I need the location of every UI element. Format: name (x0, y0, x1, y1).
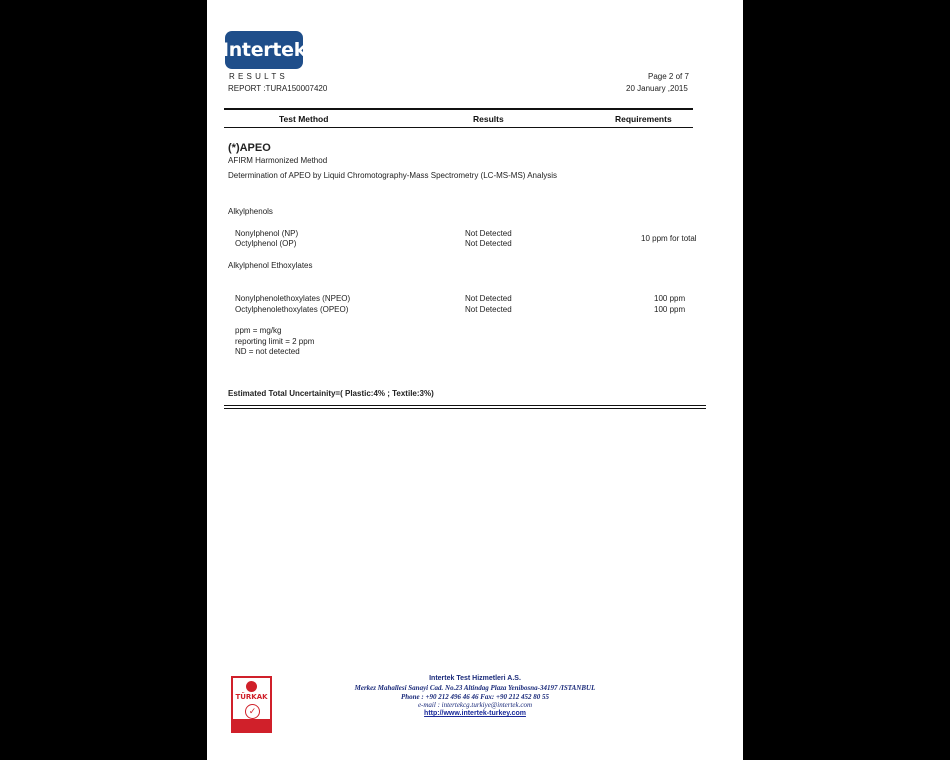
group-name: Alkylphenols (228, 207, 273, 216)
report-page (207, 0, 743, 760)
table-top-rule (224, 108, 693, 110)
seal-brand: TÜRKAK (235, 693, 268, 701)
note: ND = not detected (235, 347, 300, 356)
footer-address: Merkez Mahallesi Sanayi Cad. No.23 Altindag Plaza Yenibosna-34197 /ISTANBUL (354, 684, 596, 692)
analyte-result: Not Detected (465, 305, 512, 314)
analyte-result: Not Detected (465, 239, 512, 248)
group-name: Alkylphenol Ethoxylates (228, 261, 313, 270)
note: ppm = mg/kg (235, 326, 282, 335)
table-header-rule (224, 127, 693, 128)
report-number: REPORT :TURA150007420 (228, 84, 328, 93)
end-rule-1 (224, 405, 706, 406)
col-header-requirements: Requirements (615, 114, 672, 124)
analyte-name: Nonylphenol (NP) (235, 229, 299, 238)
analyte-requirement: 100 ppm (654, 294, 686, 303)
end-rule-2 (224, 408, 706, 409)
section-method: AFIRM Harmonized Method (228, 156, 328, 165)
section-title: (*)APEO (228, 142, 271, 154)
uncertainty-statement: Estimated Total Uncertainity=( Plastic:4% ; Textile:3%) (228, 389, 434, 398)
col-header-results: Results (473, 114, 504, 124)
footer-website-link[interactable]: http://www.intertek-turkey.com (424, 710, 526, 717)
seal-band (233, 719, 270, 731)
footer-email: e-mail : intertekcg.turkiye@intertek.com (417, 701, 533, 709)
section-description: Determination of APEO by Liquid Chromotography-Mass Spectrometry (LC-MS-MS) Analysis (228, 171, 558, 180)
page-info: Page 2 of 7 (648, 72, 689, 81)
intertek-logo: Intertek (225, 31, 303, 69)
col-header-test-method: Test Method (279, 114, 329, 124)
analyte-result: Not Detected (465, 229, 512, 238)
note: reporting limit = 2 ppm (235, 337, 315, 346)
footer-phone: Phone : +90 212 496 46 46 Fax: +90 212 452 80 55 (401, 693, 549, 701)
footer-company: Intertek Test Hizmetleri A.S. (429, 675, 521, 682)
footer-website-wrap (207, 710, 743, 717)
group-requirement: 10 ppm for total (641, 234, 697, 243)
analyte-name: Octylphenol (OP) (235, 239, 297, 248)
analyte-requirement: 100 ppm (654, 305, 686, 314)
analyte-result: Not Detected (465, 294, 512, 303)
report-date: 20 January ,2015 (626, 84, 688, 93)
check-icon: ✓ (245, 704, 260, 719)
analyte-name: Nonylphenolethoxylates (NPEO) (235, 294, 351, 303)
results-label: R E S U L T S (229, 72, 286, 81)
analyte-name: Octylphenolethoxylates (OPEO) (235, 305, 349, 314)
